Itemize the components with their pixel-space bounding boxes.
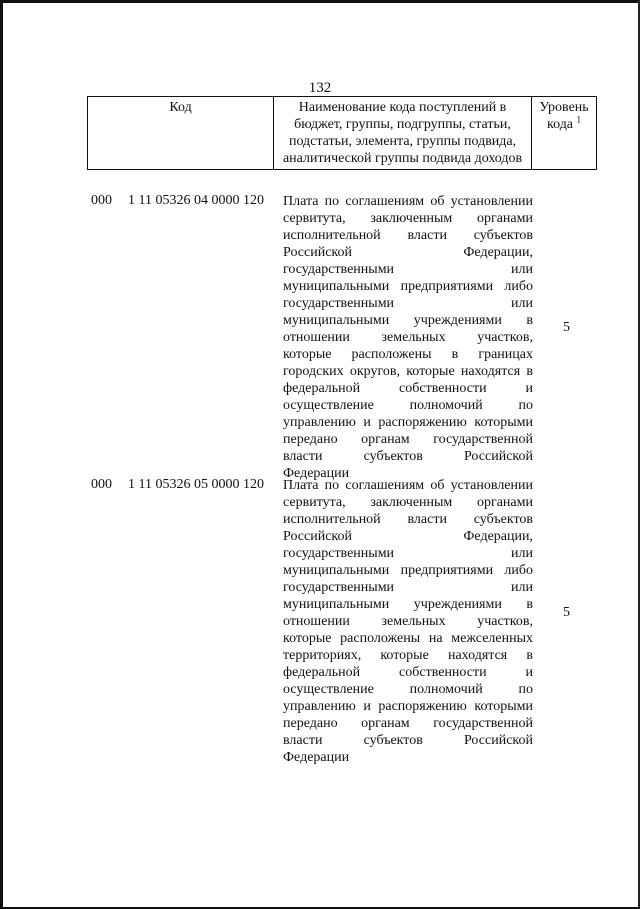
entry-name-line: государственными или	[283, 296, 533, 311]
entry-name-line: отношении земельных участков,	[283, 614, 533, 629]
entry-name-line: муниципальными учреждениями в	[283, 597, 533, 612]
entry-name-line: Плата по соглашениям об установлении	[283, 194, 533, 209]
entry-name-line: исполнительной власти субъектов	[283, 228, 533, 243]
entry-name-line: муниципальными учреждениями в	[283, 313, 533, 328]
entry-name-line: исполнительной власти субъектов	[283, 512, 533, 527]
entry-name-line: передано органам государственной	[283, 432, 533, 447]
entry-name-line: управлению и распоряжению которыми	[283, 415, 533, 430]
entry-name-line: городских округов, которые находятся в	[283, 364, 533, 379]
table-header	[87, 96, 597, 170]
entry-name-line: управлению и распоряжению которыми	[283, 699, 533, 714]
entry-name-line: сервитута, заключенным органами	[283, 211, 533, 226]
footnote-marker: 1	[576, 114, 582, 125]
header-level-word: кода	[547, 117, 574, 132]
header-level-line	[534, 116, 594, 133]
entry-name-line: Российской Федерации,	[283, 245, 533, 260]
entry-name-line: которые расположены на межселенных	[283, 631, 533, 646]
entry-name-line: власти субъектов Российской	[283, 449, 533, 464]
page-number: 132	[308, 80, 332, 96]
entry-name-line: Федерации	[283, 466, 350, 481]
entry-name-line: муниципальными предприятиями либо	[283, 563, 533, 578]
code-level: 5	[563, 320, 570, 335]
header-code-cell	[88, 97, 274, 170]
entry-name	[283, 477, 533, 766]
header-name-line: подстатьи, элемента, группы подвида,	[288, 134, 517, 149]
entry-name-line: Российской Федерации,	[283, 529, 533, 544]
entry-name-line: которые расположены в границах	[283, 347, 533, 362]
budget-code: 1 11 05326 05 0000 120	[128, 477, 264, 492]
scan-edge-top	[0, 0, 640, 3]
header-level-cell	[532, 97, 597, 170]
budget-code: 1 11 05326 04 0000 120	[128, 193, 264, 208]
entry-name-line: муниципальными предприятиями либо	[283, 279, 533, 294]
entry-name-line: государственными или	[283, 546, 533, 561]
entry-name-line: осуществление полномочий по	[283, 682, 533, 697]
entry-name-line: государственными или	[283, 262, 533, 277]
header-name-line: Наименование кода поступлений в	[298, 100, 507, 115]
entry-name-line: отношении земельных участков,	[283, 330, 533, 345]
header-code-label: Код	[169, 100, 192, 115]
admin-code: 000	[91, 193, 112, 208]
entry-name	[283, 193, 533, 482]
header-name-cell	[274, 97, 532, 170]
header-level-line: Уровень	[539, 100, 589, 115]
entry-name-line: сервитута, заключенным органами	[283, 495, 533, 510]
entry-name-line: власти субъектов Российской	[283, 733, 533, 748]
header-name-line: аналитической группы подвида доходов	[282, 151, 523, 166]
admin-code: 000	[91, 477, 112, 492]
entry-name-line: Плата по соглашениям об установлении	[283, 478, 533, 493]
entry-name-line: территориях, которые находятся в	[283, 648, 533, 663]
header-name-line: бюджет, группы, подгруппы, статьи,	[294, 117, 511, 132]
entry-name-line: федеральной собственности и	[283, 665, 533, 680]
entry-name-line: передано органам государственной	[283, 716, 533, 731]
scan-edge-left	[0, 0, 3, 909]
entry-name-line: осуществление полномочий по	[283, 398, 533, 413]
code-level: 5	[563, 605, 570, 620]
entry-name-line: федеральной собственности и	[283, 381, 533, 396]
entry-name-line: Федерации	[283, 750, 350, 765]
entry-name-line: государственными или	[283, 580, 533, 595]
